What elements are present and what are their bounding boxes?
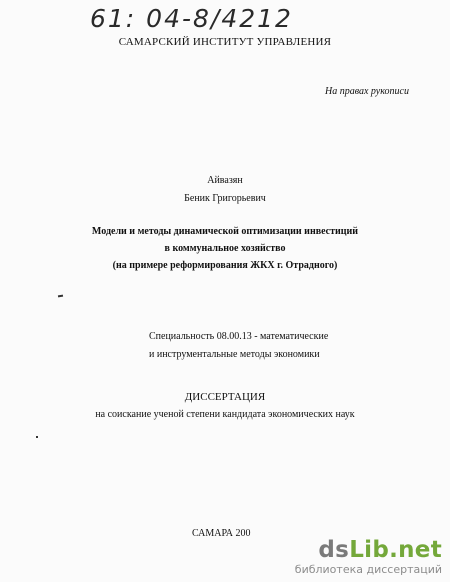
dissertation-title-line: в коммунальное хозяйство (164, 243, 286, 254)
dissertation-title-line: Модели и методы динамической оптимизации инвестиций (91, 226, 359, 237)
author-name: Беник Григорьевич (184, 193, 266, 204)
city-year: САМАРА 200 (192, 528, 251, 539)
degree-line: на соискание ученой степени кандидата экономических наук (95, 409, 355, 420)
rights-note: На правах рукописи (325, 86, 409, 97)
institute-name: САМАРСКИЙ ИНСТИТУТ УПРАВЛЕНИЯ (118, 36, 332, 48)
dslib-subtitle: библиотека диссертаций (294, 563, 442, 576)
scan-speck (36, 436, 38, 438)
dslib-logo-part1: ds (318, 537, 350, 563)
scan-speck (58, 295, 63, 298)
dslib-logo-part2: Lib.net (349, 537, 442, 563)
dslib-logo (295, 538, 442, 562)
specialty-line: и инструментальные методы экономики (149, 349, 320, 360)
dissertation-title-line: (на примере реформирования ЖКХ г. Отрадного) (112, 260, 338, 271)
dslib-watermark[interactable] (295, 538, 442, 576)
specialty-line: Специальность 08.00.13 - математические (149, 331, 329, 342)
work-type-heading: ДИССЕРТАЦИЯ (184, 391, 266, 403)
archive-number-handwritten: 61: 04-8/4212 (90, 4, 293, 33)
author-surname: Айвазян (207, 175, 243, 186)
